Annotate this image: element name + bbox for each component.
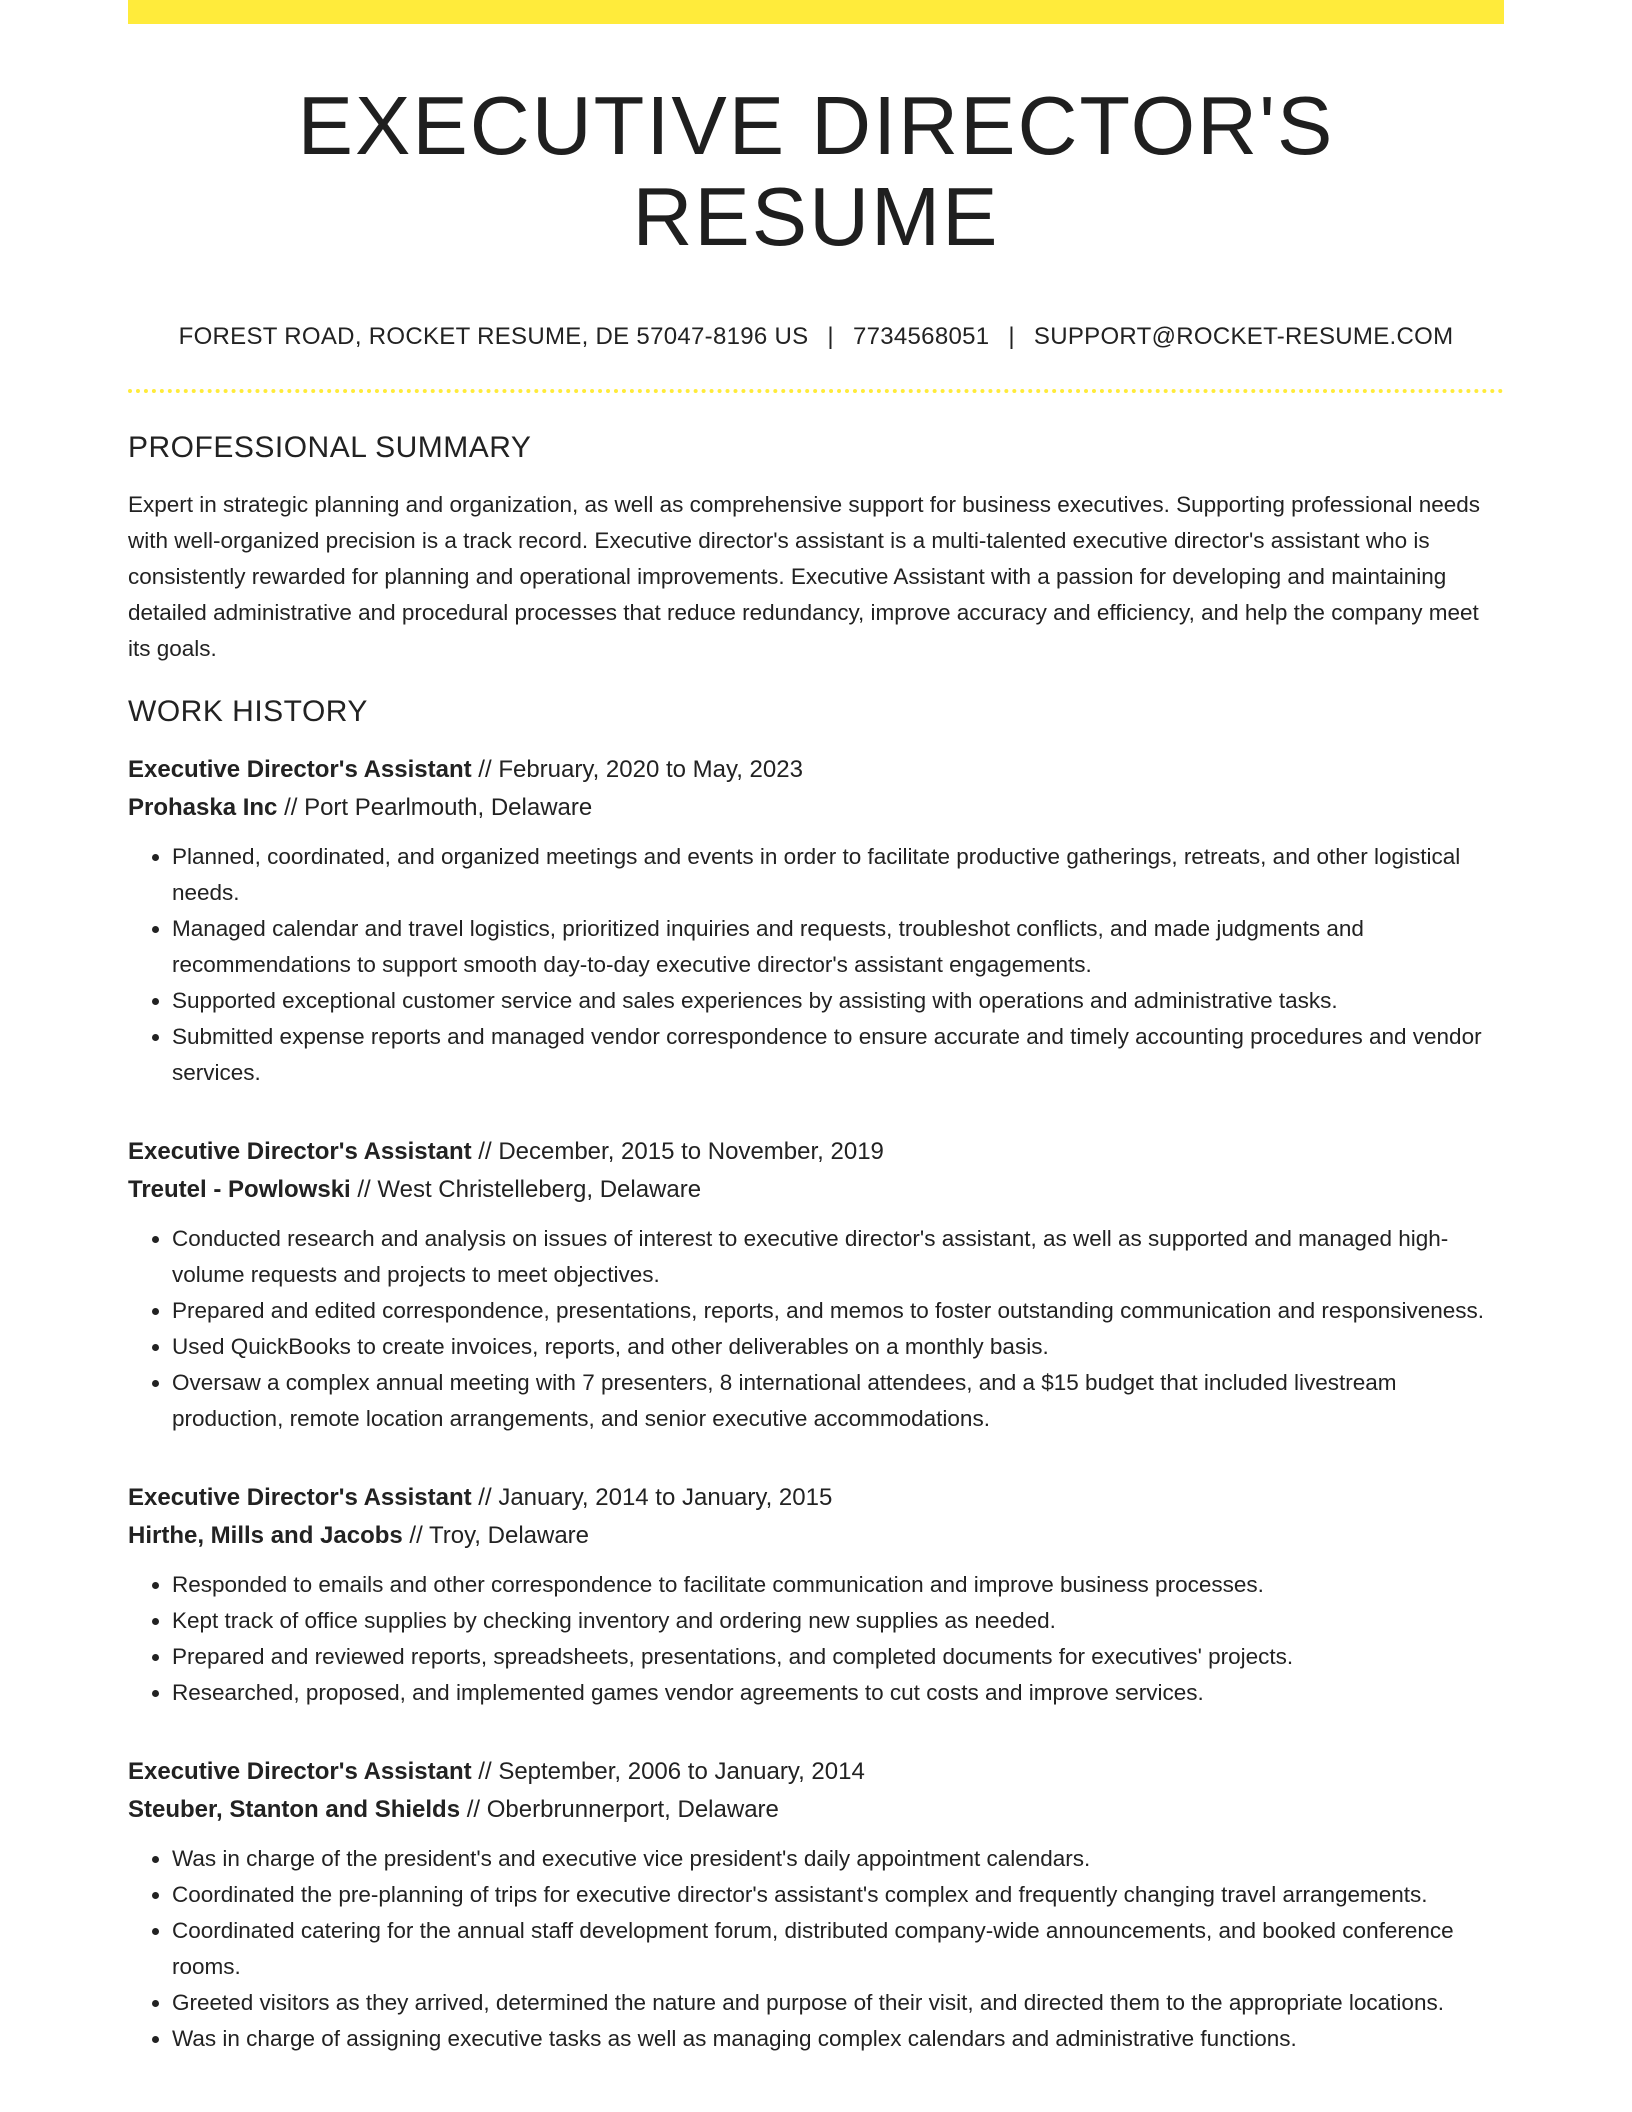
job-dates: // September, 2006 to January, 2014 bbox=[471, 1757, 865, 1785]
job-location: // West Christelleberg, Delaware bbox=[350, 1175, 702, 1203]
job-location: // Port Pearlmouth, Delaware bbox=[277, 793, 593, 821]
job-bullet: • Prepared and reviewed reports, spreadsheets, presentations, and completed documents for executives' projects. bbox=[172, 1639, 1504, 1675]
job-company: Steuber, Stanton and Shields bbox=[128, 1795, 461, 1823]
job-dates: // February, 2020 to May, 2023 bbox=[471, 755, 803, 783]
job-bullet: • Coordinated the pre-planning of trips for executive director's assistant's complex and frequently changing travel arrangements. bbox=[172, 1877, 1504, 1913]
job-bullet: • Conducted research and analysis on issues of interest to executive director's assistant, as well as supported and managed high-volume requests and projects to meet objectives. bbox=[172, 1221, 1504, 1293]
job-bullet: • Was in charge of assigning executive tasks as well as managing complex calendars and administrative functions. bbox=[172, 2021, 1504, 2057]
job-title: Executive Director's Assistant bbox=[128, 1757, 472, 1785]
contact-separator: | bbox=[827, 322, 834, 350]
job-company: Hirthe, Mills and Jacobs bbox=[128, 1521, 403, 1549]
job-bullet: • Responded to emails and other correspondence to facilitate communication and improve business processes. bbox=[172, 1567, 1504, 1603]
job-entry bbox=[128, 1479, 1504, 1711]
summary-heading: PROFESSIONAL SUMMARY bbox=[128, 430, 532, 464]
top-accent-bar bbox=[128, 0, 1504, 24]
job-bullets bbox=[128, 1841, 1504, 2057]
job-bullet: • Supported exceptional customer service and sales experiences by assisting with operations and administrative tasks. bbox=[172, 983, 1504, 1019]
resume-page bbox=[128, 0, 1504, 2057]
job-bullet: • Oversaw a complex annual meeting with 7 presenters, 8 international attendees, and a $15 budget that included livestream production, remote location arrangements, and senior executive accommodations. bbox=[172, 1365, 1504, 1437]
job-company: Treutel - Powlowski bbox=[128, 1175, 351, 1203]
job-bullet: • Coordinated catering for the annual staff development forum, distributed company-wide announcements, and booked conference rooms. bbox=[172, 1913, 1504, 1985]
contact-address: FOREST ROAD, ROCKET RESUME, DE 57047-8196 US bbox=[178, 322, 809, 350]
job-title-line bbox=[128, 1479, 1504, 1517]
contact-phone: 7734568051 bbox=[852, 322, 990, 350]
job-entry bbox=[128, 751, 1504, 1091]
job-bullet: • Was in charge of the president's and executive vice president's daily appointment calendars. bbox=[172, 1841, 1504, 1877]
job-title: Executive Director's Assistant bbox=[128, 755, 472, 783]
job-title-line bbox=[128, 1753, 1504, 1791]
job-company-line bbox=[128, 1171, 1504, 1209]
work-history-heading: WORK HISTORY bbox=[128, 694, 368, 728]
job-company-line bbox=[128, 789, 1504, 827]
job-entry bbox=[128, 1133, 1504, 1437]
job-entry bbox=[128, 1753, 1504, 2057]
job-bullet: • Managed calendar and travel logistics, prioritized inquiries and requests, troubleshot conflicts, and made judgments and recommendations to support smooth day-to-day executive director's assistant engagements. bbox=[172, 911, 1504, 983]
job-bullets bbox=[128, 1221, 1504, 1437]
contact-email: SUPPORT@ROCKET-RESUME.COM bbox=[1033, 322, 1454, 350]
job-bullets bbox=[128, 839, 1504, 1091]
job-title-line bbox=[128, 751, 1504, 789]
job-bullet: • Researched, proposed, and implemented games vendor agreements to cut costs and improve services. bbox=[172, 1675, 1504, 1711]
job-company-line bbox=[128, 1791, 1504, 1829]
job-bullet: • Prepared and edited correspondence, presentations, reports, and memos to foster outstanding communication and responsiveness. bbox=[172, 1293, 1504, 1329]
job-title: Executive Director's Assistant bbox=[128, 1483, 472, 1511]
job-company-line bbox=[128, 1517, 1504, 1555]
job-dates: // December, 2015 to November, 2019 bbox=[471, 1137, 884, 1165]
job-bullet: • Submitted expense reports and managed vendor correspondence to ensure accurate and timely accounting procedures and vendor services. bbox=[172, 1019, 1504, 1091]
job-title-line bbox=[128, 1133, 1504, 1171]
document-title: EXECUTIVE DIRECTOR'S RESUME bbox=[297, 79, 1335, 264]
summary-text: Expert in strategic planning and organization, as well as comprehensive support for business executives. Supporting professional needs with well-organized precision is a track record. Executive director's assistant is a multi-talented executive director's assistant who is consistently rewarded for planning and operational improvements. Executive Assistant with a passion for developing and maintaining detailed administrative and procedural processes that reduce redundancy, improve accuracy and efficiency, and help the company meet its goals. bbox=[128, 491, 1481, 661]
contact-line bbox=[128, 323, 1504, 351]
work-history-list bbox=[128, 751, 1504, 2057]
job-bullet: • Used QuickBooks to create invoices, reports, and other deliverables on a monthly basis. bbox=[172, 1329, 1504, 1365]
contact-separator: | bbox=[1008, 322, 1015, 350]
job-bullet: • Planned, coordinated, and organized meetings and events in order to facilitate productive gatherings, retreats, and other logistical needs. bbox=[172, 839, 1504, 911]
job-location: // Troy, Delaware bbox=[402, 1521, 590, 1549]
job-bullet: • Kept track of office supplies by checking inventory and ordering new supplies as needed. bbox=[172, 1603, 1504, 1639]
dotted-divider bbox=[128, 389, 1504, 393]
job-company: Prohaska Inc bbox=[128, 793, 278, 821]
job-title: Executive Director's Assistant bbox=[128, 1137, 472, 1165]
job-bullet: • Greeted visitors as they arrived, determined the nature and purpose of their visit, and directed them to the appropriate locations. bbox=[172, 1985, 1504, 2021]
job-dates: // January, 2014 to January, 2015 bbox=[471, 1483, 833, 1511]
job-location: // Oberbrunnerport, Delaware bbox=[460, 1795, 779, 1823]
job-bullets bbox=[128, 1567, 1504, 1711]
